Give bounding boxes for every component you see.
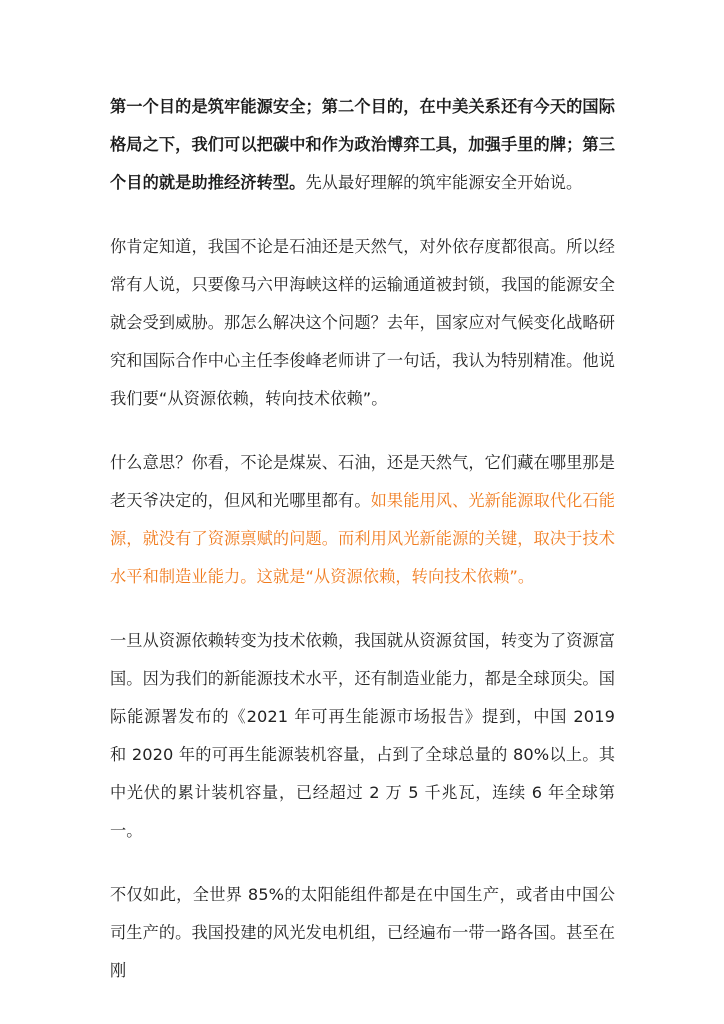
paragraph-2 bbox=[110, 228, 615, 418]
paragraph-3-highlight-text: 如果能用风、光新能源取代化石能源，就没有了资源禀赋的问题。而利用风光新能源的关键，取决于技术水平和制造业能力。这就是“从资源依赖，转向技术依赖”。 bbox=[110, 491, 615, 586]
paragraph-4 bbox=[110, 622, 615, 850]
document-body bbox=[110, 88, 615, 1016]
paragraph-1 bbox=[110, 88, 615, 202]
paragraph-3-text: 什么意思？你看，不论是煤炭、石油，还是天然气，它们藏在哪里那是老天爷决定的，但风和光哪里都有。 bbox=[110, 453, 615, 510]
paragraph-3 bbox=[110, 444, 615, 596]
paragraph-1-text: 先从最好理解的筑牢能源安全开始说。 bbox=[305, 173, 583, 192]
paragraph-5 bbox=[110, 876, 615, 990]
paragraph-4-text: 一旦从资源依赖转变为技术依赖，我国就从资源贫国，转变为了资源富国。因为我们的新能源技术水平，还有制造业能力，都是全球顶尖。国际能源署发布的《2021 年可再生能源市场报告》提到，中国 2019 和 2020 年的可再生能源装机容量，占到了全球总量的 80%以上。其中光伏的累计装机容量，已经超过 2 万 5 千兆瓦，连续 6 年全球第一。 bbox=[110, 631, 615, 840]
paragraph-1-bold-text: 第一个目的是筑牢能源安全；第二个目的，在中美关系还有今天的国际格局之下，我们可以把碳中和作为政治博弈工具，加强手里的牌；第三个目的就是助推经济转型。 bbox=[110, 97, 615, 192]
paragraph-5-text: 不仅如此，全世界 85%的太阳能组件都是在中国生产，或者由中国公司生产的。我国投建的风光发电机组，已经遍布一带一路各国。甚至在刚 bbox=[110, 885, 615, 980]
paragraph-2-text: 你肯定知道，我国不论是石油还是天然气，对外依存度都很高。所以经常有人说，只要像马六甲海峡这样的运输通道被封锁，我国的能源安全就会受到威胁。那怎么解决这个问题？去年，国家应对气候变化战略研究和国际合作中心主任李俊峰老师讲了一句话，我认为特别精准。他说我们要“从资源依赖，转向技术依赖”。 bbox=[110, 237, 615, 408]
